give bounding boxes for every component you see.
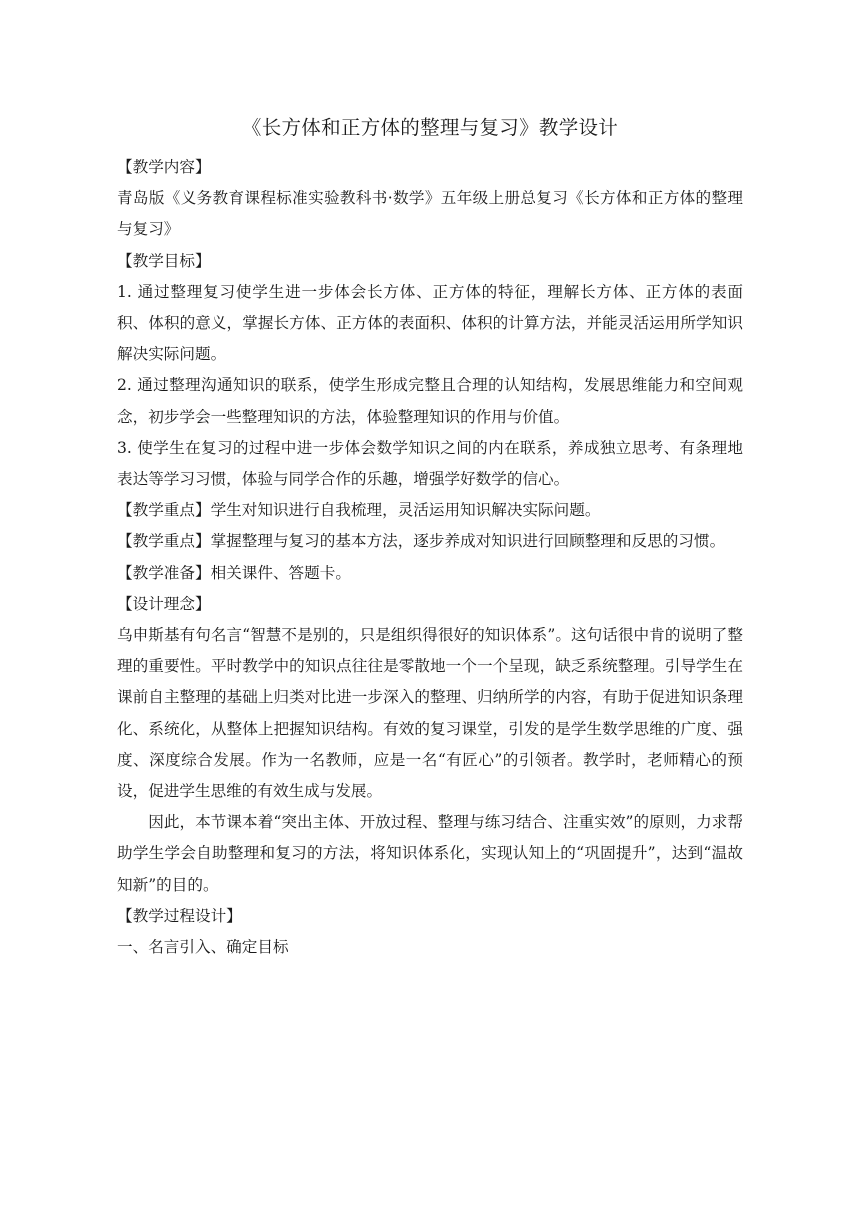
- key-point-label-2: 【教学重点】: [117, 532, 211, 551]
- key-point-label-1: 【教学重点】: [117, 501, 211, 520]
- prep-label: 【教学准备】: [117, 563, 211, 582]
- document-page: [117, 112, 743, 963]
- section-heading-content: 【教学内容】: [117, 158, 211, 176]
- prep-text: 相关课件、答题卡。: [210, 563, 351, 582]
- key-point-text-1: 学生对知识进行自我梳理，灵活运用知识解决实际问题。: [210, 501, 601, 520]
- content-paragraph: 青岛版《义务教育课程标准实验教科书·数学》五年级上册总复习《长方体和正方体的整理与复习》: [117, 189, 743, 239]
- section-heading-process: 【教学过程设计】: [117, 906, 242, 925]
- key-point-paragraph-1: [117, 495, 743, 526]
- concept-paragraph-2: 因此，本节课本着“突出主体、开放过程、整理与练习结合、注重实效”的原则，力求帮助学生学会自助整理和复习的方法，将知识体系化，实现认知上的“巩固提升”，达到“温故知新”的目的。: [117, 813, 743, 894]
- document-title: 《长方体和正方体的整理与复习》教学设计: [241, 116, 619, 139]
- section-heading-goals: 【教学目标】: [117, 251, 211, 270]
- concept-paragraph-1: 乌申斯基有句名言“智慧不是别的，只是组织得很好的知识体系”。这句话很中肯的说明了整理的重要性。平时教学中的知识点往往是零散地一个一个呈现，缺乏系统整理。引导学生在课前自主整理的基础上归类对比进一步深入的整理、归纳所学的内容，有助于促进知识条理化、系统化，从整体上把握知识结构。有效的复习课堂，引发的是学生数学思维的广度、强度、深度综合发展。作为一名教师，应是一名“有匠心”的引领者。教学时，老师精心的预设，促进学生思维的有效生成与发展。: [117, 626, 743, 801]
- goal-item-2: 2. 通过整理沟通知识的联系，使学生形成完整且合理的认知结构，发展思维能力和空间观念，初步学会一些整理知识的方法，体验整理知识的作用与价值。: [117, 376, 743, 426]
- goal-item-3: 3. 使学生在复习的过程中进一步体会数学知识之间的内在联系，养成独立思考、有条理地表达等学习习惯，体验与同学合作的乐趣，增强学好数学的信心。: [117, 438, 743, 489]
- process-step-1: 一、名言引入、确定目标: [117, 938, 289, 957]
- key-point-paragraph-2: [117, 526, 743, 557]
- section-heading-concept: 【设计理念】: [117, 594, 211, 613]
- goal-item-1: 1. 通过整理复习使学生进一步体会长方体、正方体的特征，理解长方体、正方体的表面积、体积的意义，掌握长方体、正方体的表面积、体积的计算方法，并能灵活运用所学知识解决实际问题。: [117, 282, 743, 364]
- prep-paragraph: [117, 558, 743, 589]
- key-point-text-2: 掌握整理与复习的基本方法，逐步养成对知识进行回顾整理和反思的习惯。: [210, 532, 726, 551]
